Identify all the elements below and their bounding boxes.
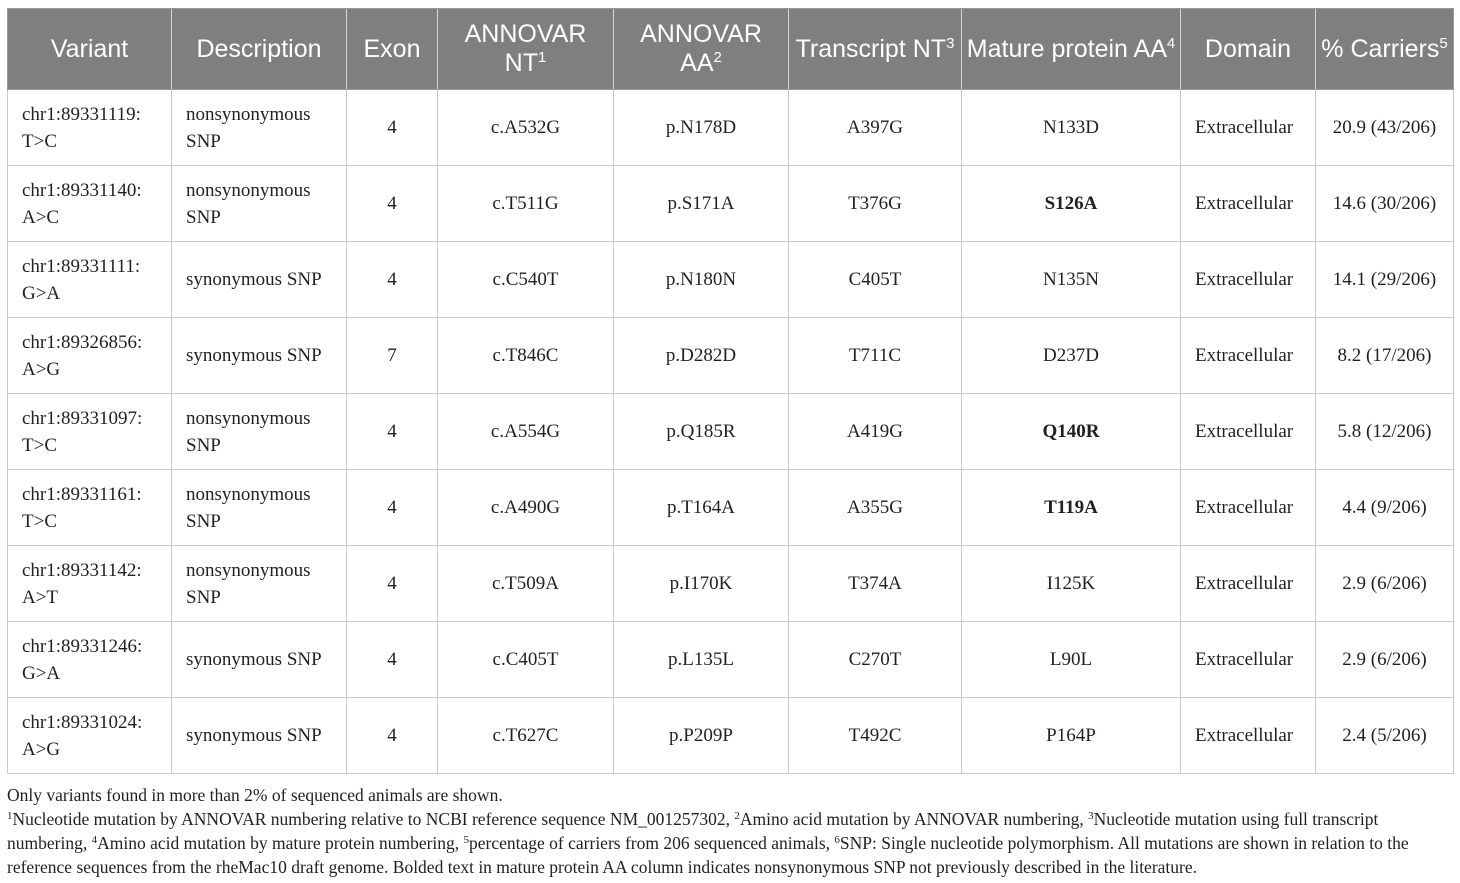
footnote-text: Amino acid mutation by ANNOVAR numbering, [739,809,1089,829]
column-header [962,9,1181,90]
cell-domain: Extracellular [1181,166,1316,242]
table-notes [7,783,1453,879]
cell-exon: 4 [347,698,438,774]
cell-carriers: 14.1 (29/206) [1316,242,1454,318]
cell-annovar-aa: p.T164A [614,470,789,546]
cell-annovar-aa: p.Q185R [614,394,789,470]
cell-annovar-nt: c.A490G [438,470,614,546]
cell-carriers: 8.2 (17/206) [1316,318,1454,394]
cell-transcript-nt: T374A [789,546,962,622]
footnote-marker: 5 [1439,34,1448,52]
cell-exon: 4 [347,470,438,546]
footnote-marker: 1 [537,49,547,66]
column-header [438,9,614,90]
cell-description: nonsynonymous SNP [172,166,347,242]
column-header-label: Transcript NT [795,34,947,63]
table-header-row [8,9,1454,90]
table-row [8,318,1454,394]
cell-variant: chr1:89331111: G>A [8,242,172,318]
cell-variant: chr1:89331140: A>C [8,166,172,242]
table-row [8,394,1454,470]
cell-annovar-aa: p.D282D [614,318,789,394]
column-header [8,9,172,90]
note-line: Only variants found in more than 2% of sequenced animals are shown. [7,785,503,805]
cell-annovar-aa: p.N178D [614,90,789,166]
cell-exon: 4 [347,546,438,622]
column-header [1181,9,1316,90]
column-header [172,9,347,90]
column-header [1316,9,1454,90]
footnote-text: Nucleotide mutation by ANNOVAR numbering relative to NCBI reference sequence NM_001257302, [12,809,735,829]
table-row [8,242,1454,318]
column-header-label: % Carriers [1321,34,1440,63]
cell-annovar-aa: p.I170K [614,546,789,622]
cell-variant: chr1:89331119: T>C [8,90,172,166]
cell-annovar-nt: c.T846C [438,318,614,394]
cell-variant: chr1:89331097: T>C [8,394,172,470]
cell-domain: Extracellular [1181,698,1316,774]
cell-variant: chr1:89331024: A>G [8,698,172,774]
column-header-label: Description [196,34,322,63]
cell-transcript-nt: C405T [789,242,962,318]
cell-variant: chr1:89326856: A>G [8,318,172,394]
cell-annovar-nt: c.T627C [438,698,614,774]
cell-annovar-nt: c.A554G [438,394,614,470]
footnote-marker: 1 [7,810,13,822]
column-header-label: Exon [363,34,421,63]
cell-annovar-aa: p.P209P [614,698,789,774]
footnote-text: Nucleotide mutation using full transcript numbering, [7,809,1379,853]
cell-mature-aa: Q140R [962,394,1181,470]
column-header [347,9,438,90]
cell-mature-aa: S126A [962,166,1181,242]
footnote-text: Amino acid mutation by mature protein numbering, [97,833,464,853]
cell-domain: Extracellular [1181,242,1316,318]
cell-mature-aa: P164P [962,698,1181,774]
cell-variant: chr1:89331142: A>T [8,546,172,622]
cell-annovar-nt: c.C540T [438,242,614,318]
cell-exon: 4 [347,90,438,166]
footnote-text: SNP: Single nucleotide polymorphism. All mutations are shown in relation to the reference sequences from the rheMac10 draft genome. Bolded text in mature protein AA column indicates nonsynonymous SNP not previously described in the literature. [7,833,1409,877]
footnote-marker: 3 [946,34,955,52]
footnote-marker: 4 [1166,34,1176,52]
cell-description: synonymous SNP [172,698,347,774]
cell-exon: 7 [347,318,438,394]
cell-exon: 4 [347,242,438,318]
cell-annovar-nt: c.T511G [438,166,614,242]
cell-transcript-nt: C270T [789,622,962,698]
table-body [8,90,1454,774]
cell-domain: Extracellular [1181,470,1316,546]
cell-carriers: 4.4 (9/206) [1316,470,1454,546]
cell-description: nonsynonymous SNP [172,470,347,546]
cell-description: synonymous SNP [172,318,347,394]
cell-domain: Extracellular [1181,622,1316,698]
cell-annovar-aa: p.L135L [614,622,789,698]
cell-domain: Extracellular [1181,90,1316,166]
cell-annovar-aa: p.N180N [614,242,789,318]
cell-carriers: 2.9 (6/206) [1316,546,1454,622]
variants-table [7,8,1454,774]
cell-exon: 4 [347,394,438,470]
cell-variant: chr1:89331246: G>A [8,622,172,698]
cell-mature-aa: D237D [962,318,1181,394]
table-row [8,90,1454,166]
cell-carriers: 20.9 (43/206) [1316,90,1454,166]
cell-transcript-nt: A397G [789,90,962,166]
table-figure [7,8,1453,879]
footnote-marker: 6 [834,834,840,846]
cell-annovar-nt: c.C405T [438,622,614,698]
cell-exon: 4 [347,166,438,242]
cell-domain: Extracellular [1181,318,1316,394]
column-header-label: ANNOVAR NT [464,20,587,77]
cell-transcript-nt: T711C [789,318,962,394]
table-row [8,546,1454,622]
table-row [8,470,1454,546]
cell-annovar-nt: c.A532G [438,90,614,166]
footnote-marker: 2 [713,49,722,66]
cell-description: nonsynonymous SNP [172,546,347,622]
table-row [8,698,1454,774]
footnote-marker: 3 [1088,810,1094,822]
cell-annovar-aa: p.S171A [614,166,789,242]
cell-exon: 4 [347,622,438,698]
cell-description: synonymous SNP [172,622,347,698]
table-row [8,166,1454,242]
cell-carriers: 2.4 (5/206) [1316,698,1454,774]
cell-carriers: 14.6 (30/206) [1316,166,1454,242]
cell-mature-aa: I125K [962,546,1181,622]
cell-transcript-nt: A355G [789,470,962,546]
footnote-marker: 5 [463,834,470,846]
cell-transcript-nt: A419G [789,394,962,470]
cell-variant: chr1:89331161: T>C [8,470,172,546]
footnote-marker: 4 [91,834,98,846]
cell-mature-aa: N133D [962,90,1181,166]
cell-description: nonsynonymous SNP [172,90,347,166]
cell-domain: Extracellular [1181,394,1316,470]
cell-description: nonsynonymous SNP [172,394,347,470]
column-header [614,9,789,90]
cell-carriers: 5.8 (12/206) [1316,394,1454,470]
cell-transcript-nt: T492C [789,698,962,774]
cell-mature-aa: T119A [962,470,1181,546]
cell-annovar-nt: c.T509A [438,546,614,622]
column-header-label: Domain [1204,34,1292,63]
column-header-label: Mature protein AA [966,34,1167,63]
column-header-label: ANNOVAR AA [640,20,762,77]
cell-description: synonymous SNP [172,242,347,318]
footnotes [7,807,1453,879]
cell-transcript-nt: T376G [789,166,962,242]
footnote-marker: 2 [734,810,740,822]
cell-domain: Extracellular [1181,546,1316,622]
footnote-text: percentage of carriers from 206 sequenced animals, [469,833,835,853]
column-header-label: Variant [50,34,129,63]
cell-mature-aa: N135N [962,242,1181,318]
cell-carriers: 2.9 (6/206) [1316,622,1454,698]
table-row [8,622,1454,698]
column-header [789,9,962,90]
cell-mature-aa: L90L [962,622,1181,698]
